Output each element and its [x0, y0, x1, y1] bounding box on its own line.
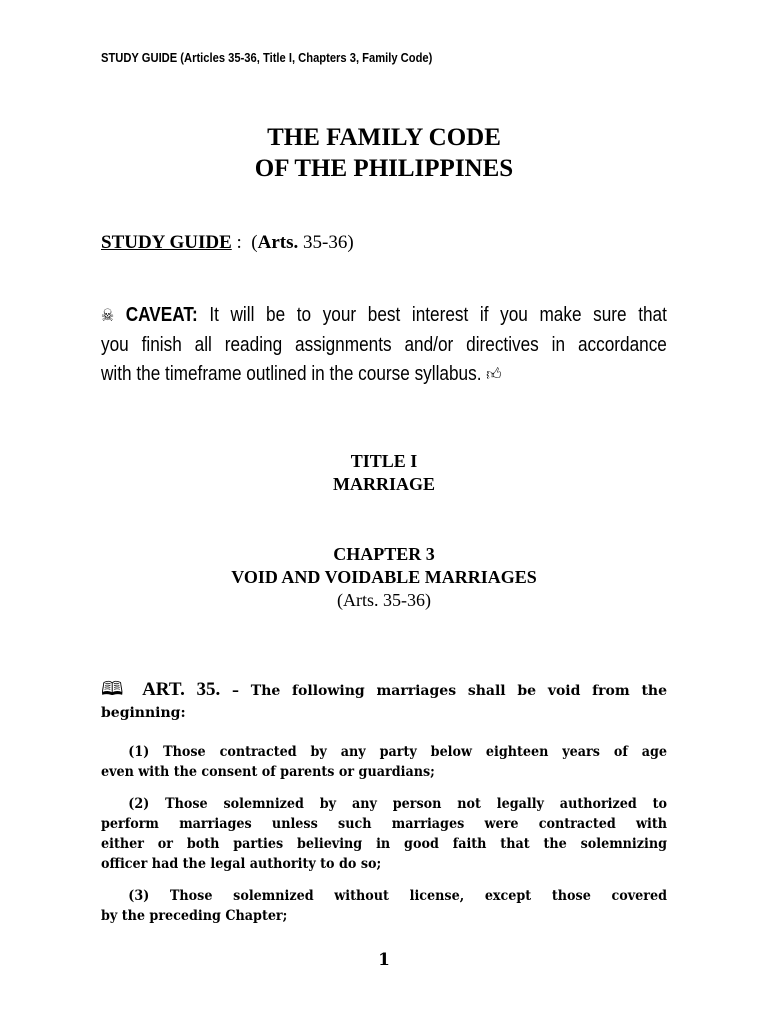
study-guide-range: 35-36) — [298, 232, 354, 253]
caveat-text-3: with the timeframe outlined in the course syllabus. — [101, 363, 482, 385]
item-1-line-1: (1) Those contracted by any party below eighteen years of age — [128, 744, 668, 760]
item-2-line-1: (2) Those solemnized by any person not legally authorized to — [128, 796, 668, 812]
document-title-line2: OF THE PHILIPPINES — [254, 155, 514, 182]
article-intro-1: – The following marriages shall be void from the — [232, 683, 668, 699]
chapter-arts: (Arts. 35-36) — [337, 590, 431, 610]
item-3-line-2: by the preceding Chapter; — [101, 908, 288, 924]
chapter-name: VOID AND VOIDABLE MARRIAGES — [231, 567, 537, 587]
article-heading-line-1 — [101, 678, 667, 702]
study-guide-line — [101, 232, 354, 254]
article-intro-2: beginning: — [101, 705, 186, 721]
item-1-line-2: even with the consent of parents or guardians; — [101, 764, 435, 780]
study-guide-separator: : ( — [231, 232, 258, 253]
page-header: STUDY GUIDE (Articles 35-36, Title I, Chapters 3, Family Code) — [101, 50, 433, 65]
thumbs-up-icon: 👍︎ — [486, 365, 502, 385]
caveat-label: CAVEAT: — [125, 304, 198, 326]
study-guide-label: STUDY GUIDE — [101, 232, 232, 253]
title-name: MARRIAGE — [333, 474, 435, 494]
title-heading — [0, 450, 768, 496]
document-title-line1: THE FAMILY CODE — [267, 124, 501, 151]
caveat-text-1: It will be to your best interest if you make sure that — [209, 304, 667, 326]
study-guide-arts: Arts. — [257, 232, 299, 253]
article-item-3 — [101, 886, 667, 926]
item-2-line-3: either or both parties believing in good faith that the solemnizing — [101, 836, 668, 852]
title-number: TITLE I — [350, 451, 418, 471]
caveat-line-2: you finish all reading assignments and/or directives in accordance — [101, 334, 667, 356]
skull-crossbones-icon: ☠ — [101, 306, 115, 326]
article-heading — [101, 678, 667, 724]
caveat-paragraph — [101, 301, 667, 390]
chapter-heading — [0, 543, 768, 612]
item-2-line-2: perform marriages unless such marriages were contracted with — [101, 816, 668, 832]
open-book-icon: 🕮 — [101, 678, 131, 700]
article-item-2 — [101, 794, 667, 874]
caveat-line-1 — [101, 301, 667, 331]
article-number: ART. 35. — [142, 679, 221, 700]
article-item-1 — [101, 742, 667, 782]
item-2-line-4: officer had the legal authority to do so; — [101, 856, 382, 872]
page-number: 1 — [378, 950, 390, 970]
chapter-number: CHAPTER 3 — [333, 544, 435, 564]
item-3-line-1: (3) Those solemnized without license, except those covered — [128, 888, 668, 904]
caveat-line-3 — [101, 360, 588, 390]
